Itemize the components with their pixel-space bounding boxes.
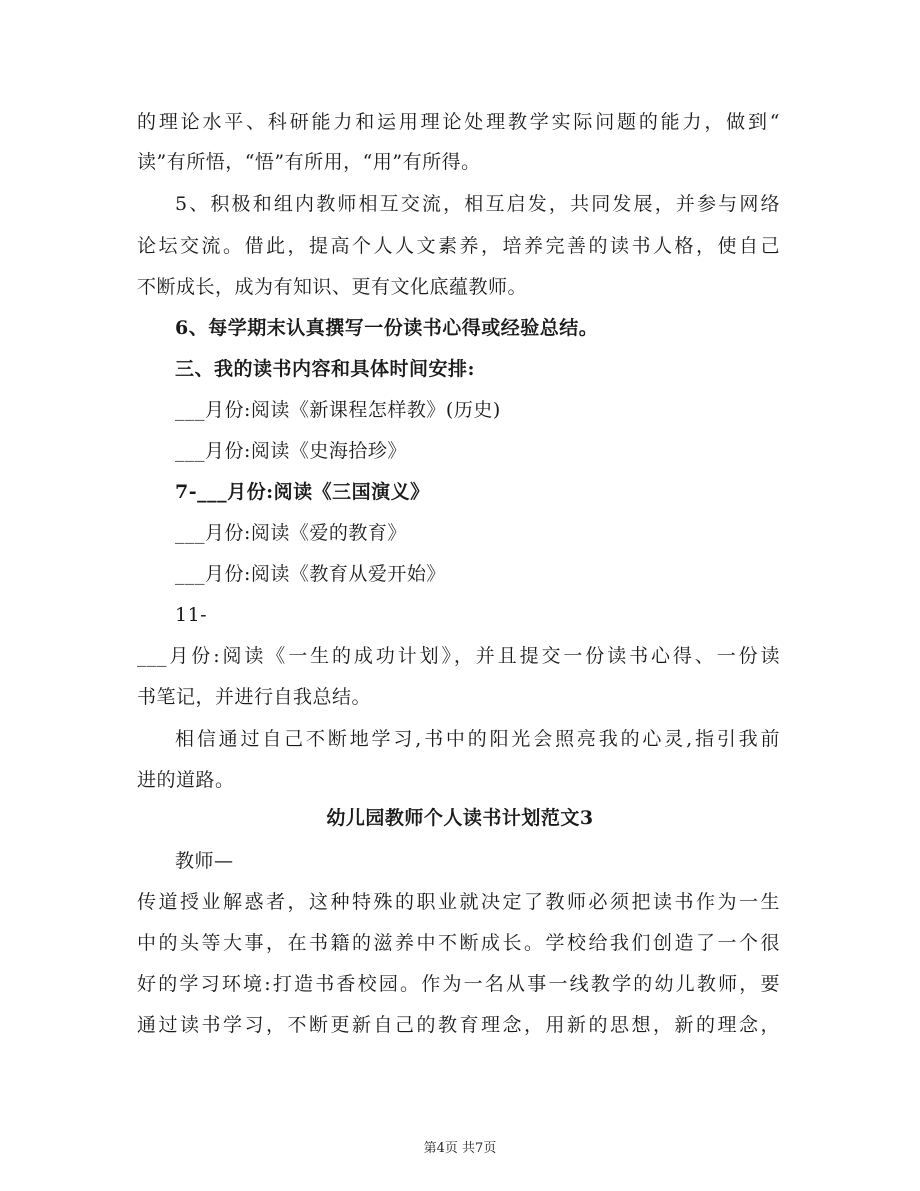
paragraph-line: 不断成长，成为有知识、更有文化底蕴教师。 [137,276,528,298]
list-item-6: 6、每学期末认真撰写一份读书心得或经验总结。 [175,317,599,339]
schedule-item: 书笔记，并进行自我总结。 [137,686,372,708]
schedule-item: 11- [175,604,208,626]
page-number: 第4页 共7页 [423,1141,497,1156]
paragraph-line: 教师— [175,850,234,872]
paragraph-line: 进的道路。 [137,769,235,791]
section-heading: 三、我的读书内容和具体时间安排: [175,358,476,380]
paragraph-line: 好的学习环境:打造书香校园。作为一名从事一线教学的幼儿教师，要 [137,973,780,995]
schedule-item: ___月份:阅读《一生的成功计划》，并且提交一份读书心得、一份读 [137,645,780,667]
schedule-item: ___月份:阅读《爱的教育》 [175,522,407,544]
paragraph-line: 相信通过自己不断地学习,书中的阳光会照亮我的心灵,指引我前 [175,728,780,750]
paragraph-line: 论坛交流。借此，提高个人人文素养，培养完善的读书人格，使自己 [137,235,780,257]
schedule-item: ___月份:阅读《教育从爱开始》 [175,563,446,585]
paragraph-line: 通过读书学习，不断更新自己的教育理念，用新的思想，新的理念， [137,1014,780,1036]
section-title: 幼儿园教师个人读书计划范文3 [326,807,594,829]
paragraph-line: 中的头等大事，在书籍的滋养中不断成长。学校给我们创造了一个很 [137,932,780,954]
paragraph-line: 5、积极和组内教师相互交流，相互启发，共同发展，并参与网络 [175,193,780,215]
schedule-item: 7-___月份:阅读《三国演义》 [175,481,430,503]
schedule-item: ___月份:阅读《新课程怎样教》(历史) [175,399,501,421]
paragraph-line: 传道授业解惑者，这种特殊的职业就决定了教师必须把读书作为一生 [137,891,780,913]
schedule-item: ___月份:阅读《史海拾珍》 [175,440,407,462]
paragraph-line: 读”有所悟，“悟”有所用，“用”有所得。 [137,151,481,173]
paragraph-line: 的理论水平、科研能力和运用理论处理教学实际问题的能力，做到“ [137,111,780,133]
